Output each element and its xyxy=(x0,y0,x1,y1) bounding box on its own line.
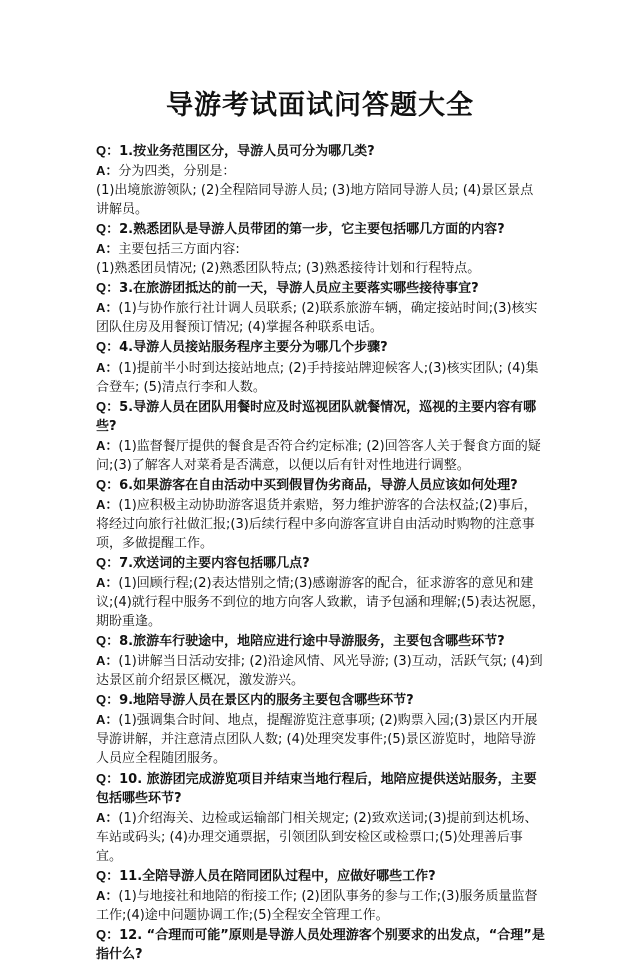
question-text: 7.欢送词的主要内容包括哪几点? xyxy=(119,555,310,571)
answer-label: A： xyxy=(96,653,119,669)
question-text: 5.导游人员在团队用餐时应及时巡视团队就餐情况，巡视的主要内容有哪些? xyxy=(96,399,537,434)
answer-label: A： xyxy=(96,163,119,179)
question-text: 2.熟悉团队是导游人员带团的第一步，它主要包括哪几方面的内容? xyxy=(119,222,505,238)
question-label: Q： xyxy=(96,398,120,414)
answer-line xyxy=(96,651,546,690)
answer-line xyxy=(96,495,546,553)
answer-label: A： xyxy=(96,359,119,375)
answer-label: A： xyxy=(96,887,119,903)
answer-line xyxy=(96,181,546,219)
question-label: Q： xyxy=(96,476,120,492)
answer-line xyxy=(96,358,546,397)
answer-text: (1)强调集合时间、地点，提醒游览注意事项; (2)购票入园;(3)景区内开展导游讲解，并注意清点团队人数; (4)处理突发事件;(5)景区游览时，地陪导游人员应全程随团服务。 xyxy=(96,713,538,767)
qa-item xyxy=(96,553,546,631)
answer-text: (1)出境旅游领队; (2)全程陪同导游人员; (3)地方陪同导游人员; (4)景区景点讲解员。 xyxy=(96,183,534,218)
answer-line xyxy=(96,886,546,925)
question xyxy=(96,769,546,808)
answer-line xyxy=(96,161,546,181)
qa-item xyxy=(96,866,546,925)
qa-item xyxy=(96,337,546,396)
question xyxy=(96,337,546,357)
answer-text: (1)与地接社和地陪的衔接工作; (2)团队事务的参与工作;(3)服务质量监督工作;(4)途中问题协调工作;(5)全程安全管理工作。 xyxy=(96,888,538,923)
qa-item xyxy=(96,219,546,278)
answer-label: A： xyxy=(96,300,119,316)
qa-item xyxy=(96,631,546,690)
question-label: Q： xyxy=(96,867,120,883)
question xyxy=(96,141,546,161)
answer-line xyxy=(96,298,546,337)
qa-item xyxy=(96,690,546,768)
answer-line xyxy=(96,239,546,259)
question xyxy=(96,278,546,298)
answer-text: (1)与协作旅行社计调人员联系; (2)联系旅游车辆，确定接站时间;(3)核实团队住房及用餐预订情况; (4)掌握各种联系电话。 xyxy=(96,301,538,336)
question-text: 1.按业务范围区分，导游人员可分为哪几类? xyxy=(119,144,375,159)
question-text: 10. 旅游团完成游览项目并结束当地行程后，地陪应提供送站服务，主要包括哪些环节? xyxy=(96,771,537,806)
question xyxy=(96,475,546,495)
question-text: 4.导游人员接站服务程序主要分为哪几个步骤? xyxy=(119,340,388,356)
question-label: Q： xyxy=(96,554,120,570)
question-label: Q： xyxy=(96,143,120,158)
question-text: 6.如果游客在自由活动中买到假冒伪劣商品，导游人员应该如何处理? xyxy=(119,477,518,493)
question xyxy=(96,631,546,651)
answer-line xyxy=(96,573,546,631)
question-label: Q： xyxy=(96,280,120,296)
question-label: Q： xyxy=(96,770,120,786)
answer-text: (1)回顾行程;(2)表达惜别之情;(3)感谢游客的配合，征求游客的意见和建议;(4)就行程中服务不到位的地方向客人致歉，请予包涵和理解;(5)表达祝愿，期盼重逢。 xyxy=(96,576,545,630)
answer-text: (1)应积极主动协助游客退货并索赔，努力维护游客的合法权益;(2)事后，将经过向旅行社做汇报;(3)后续行程中多向游客宣讲自由活动时购物的注意事项，多做提醒工作。 xyxy=(96,497,537,551)
answer-text: 分为四类，分别是： xyxy=(118,164,236,180)
answer-label: A： xyxy=(96,437,119,453)
answer-text: (1)提前半小时到达接站地点; (2)手持接站牌迎候客人;(3)核实团队; (4)集合登车; (5)清点行李和人数。 xyxy=(96,360,539,395)
question xyxy=(96,925,546,964)
qa-item xyxy=(96,769,546,866)
answer-label: A： xyxy=(96,809,119,825)
answer-label: A： xyxy=(96,241,119,257)
question-label: Q： xyxy=(96,221,120,237)
question xyxy=(96,397,546,436)
answer-label: A： xyxy=(96,575,119,591)
answer-text: (1)熟悉团员情况; (2)熟悉团队特点; (3)熟悉接待计划和行程特点。 xyxy=(96,261,481,277)
question-label: Q： xyxy=(96,692,120,708)
answer-text: (1)介绍海关、边检或运输部门相关规定; (2)致欢送词;(3)提前到达机场、车站或码头; (4)办理交通票据，引领团队到安检区或检票口;(5)处理善后事宜。 xyxy=(96,810,538,864)
question-label: Q： xyxy=(96,926,120,942)
answer-line xyxy=(96,710,546,768)
question xyxy=(96,219,546,239)
question-label: Q： xyxy=(96,633,120,649)
answer-text: 主要包括三方面内容: xyxy=(118,242,240,258)
qa-item xyxy=(96,141,546,219)
answer-line xyxy=(96,436,546,475)
answer-line xyxy=(96,259,546,278)
question xyxy=(96,866,546,886)
qa-item xyxy=(96,278,546,337)
answer-text: (1)讲解当日活动安排; (2)沿途风情、风光导游; (3)互动，活跃气氛; (4)到达景区前介绍景区概况，激发游兴。 xyxy=(96,654,543,689)
question-text: 11.全陪导游人员在陪同团队过程中，应做好哪些工作? xyxy=(119,868,436,884)
question xyxy=(96,690,546,710)
qa-item xyxy=(96,397,546,475)
question-text: 8.旅游车行驶途中，地陪应进行途中导游服务，主要包含哪些环节? xyxy=(119,634,505,650)
question-text: 12. “合理而可能”原则是导游人员处理游客个别要求的出发点，“合理”是指什么? xyxy=(96,927,545,962)
answer-label: A： xyxy=(96,712,119,728)
question-text: 3.在旅游团抵达的前一天，导游人员应主要落实哪些接待事宜? xyxy=(119,281,479,297)
document-title: 导游考试面试问答题大全 xyxy=(166,90,474,121)
qa-item xyxy=(96,475,546,553)
question xyxy=(96,553,546,573)
question-label: Q： xyxy=(96,339,120,355)
answer-text: (1)监督餐厅提供的餐食是否符合约定标准; (2)回答客人关于餐食方面的疑问;(3)了解客人对菜肴是否满意，以便以后有针对性地进行调整。 xyxy=(96,438,541,473)
answer-line xyxy=(96,808,546,866)
qa-list xyxy=(96,141,546,964)
qa-item xyxy=(96,925,546,964)
question-text: 9.地陪导游人员在景区内的服务主要包含哪些环节? xyxy=(119,693,414,709)
answer-label: A： xyxy=(96,496,119,512)
